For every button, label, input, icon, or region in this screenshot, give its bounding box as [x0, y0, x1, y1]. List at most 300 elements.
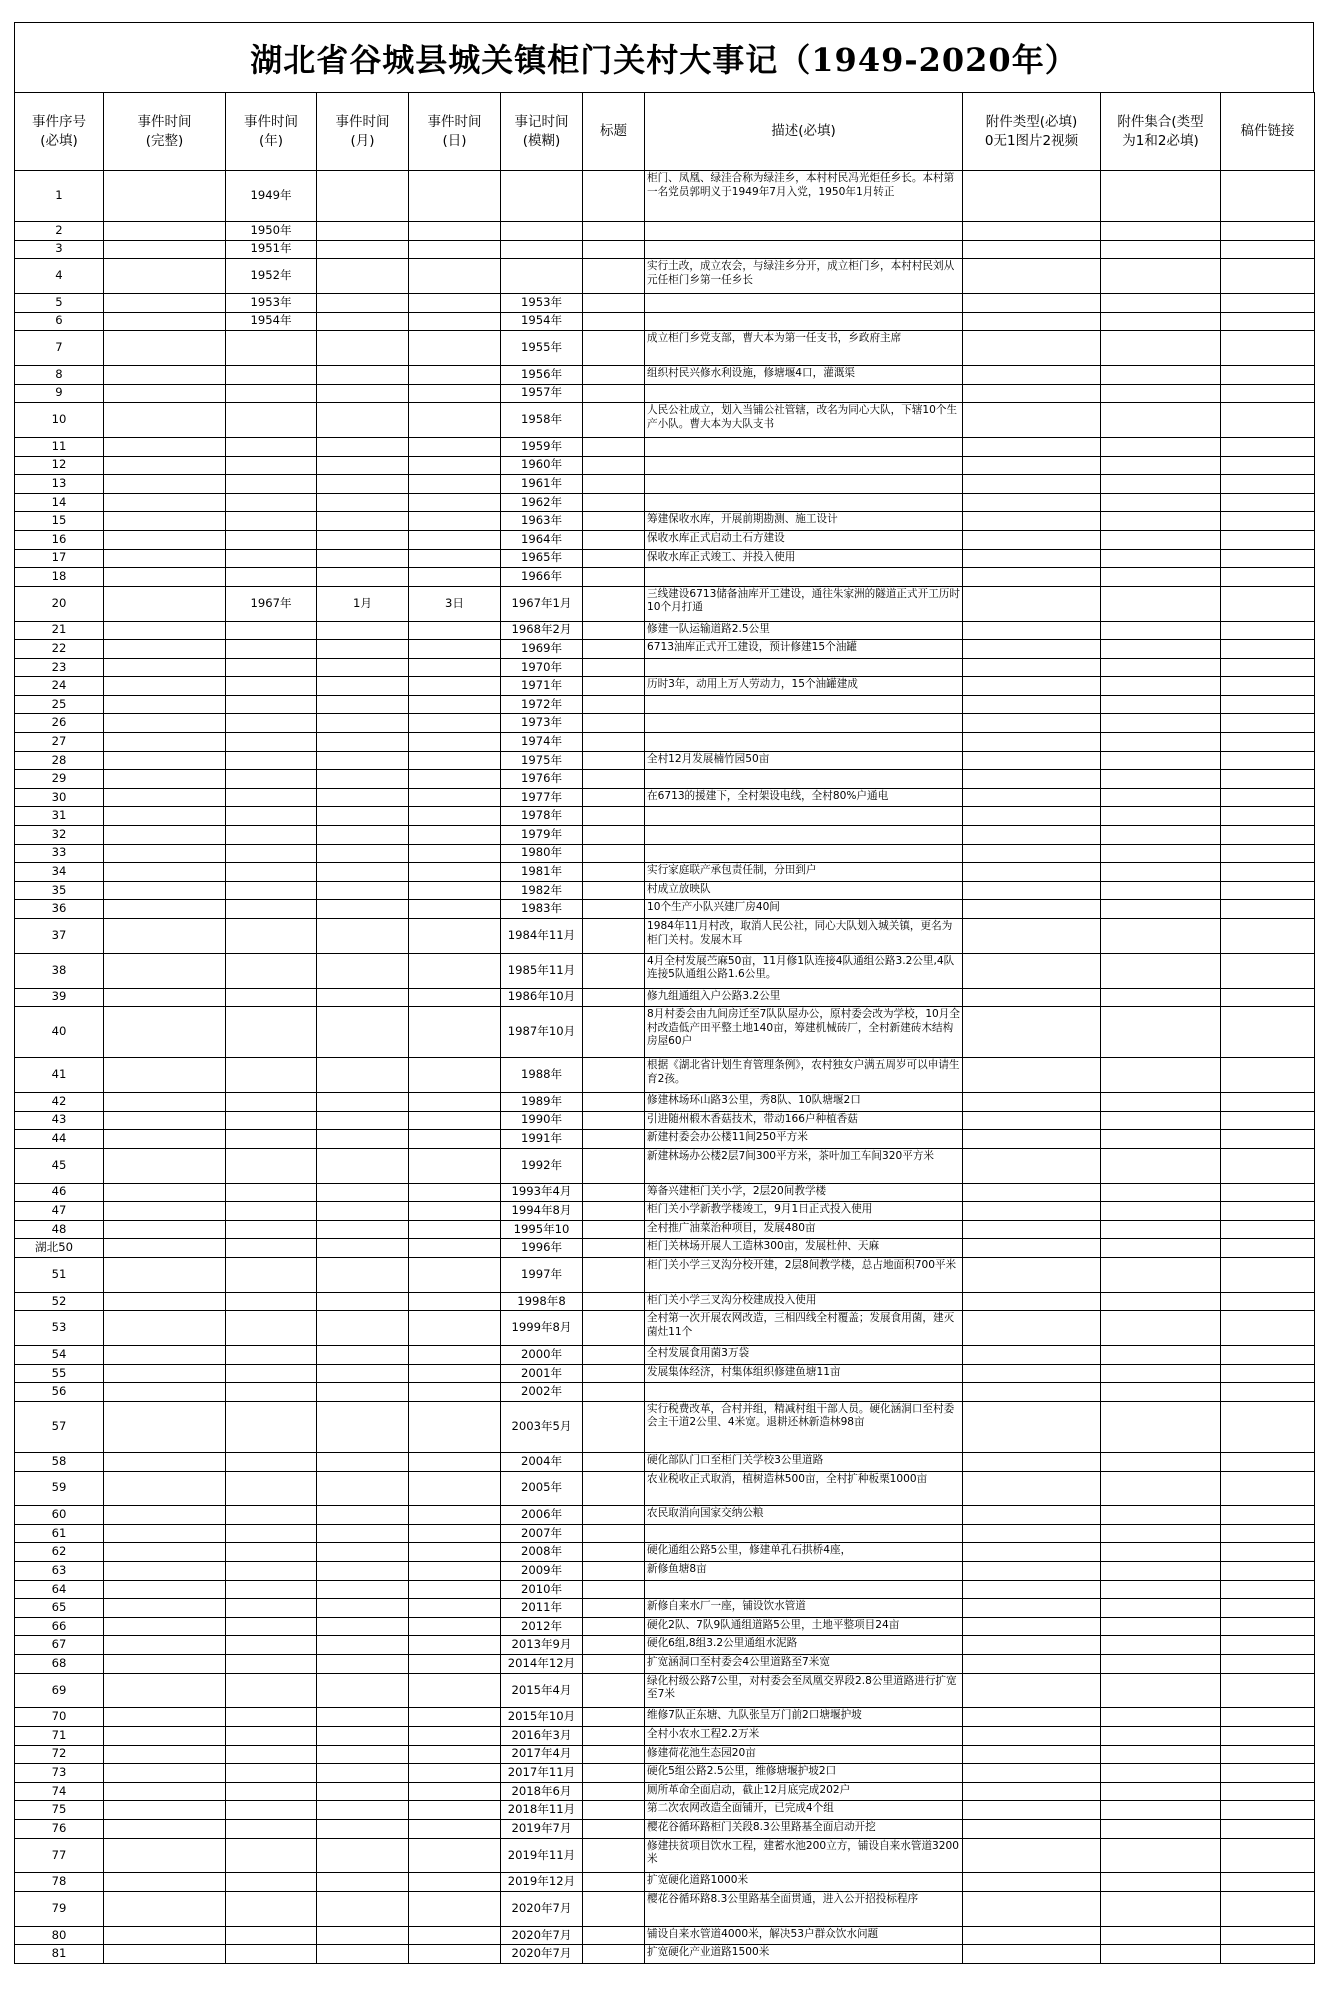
- cell-attachment-set[interactable]: [1101, 1673, 1221, 1708]
- cell-month[interactable]: [317, 1383, 409, 1402]
- cell-description[interactable]: [645, 770, 963, 789]
- cell-article-link[interactable]: [1221, 1183, 1315, 1202]
- cell-day[interactable]: [409, 456, 501, 475]
- cell-title[interactable]: [583, 1452, 645, 1471]
- cell-year[interactable]: [226, 770, 317, 789]
- cell-year[interactable]: [226, 881, 317, 900]
- cell-description[interactable]: [645, 1383, 963, 1402]
- cell-attachment-set[interactable]: [1101, 475, 1221, 494]
- cell-description[interactable]: 发展集体经济，村集体组织修建鱼塘11亩: [645, 1364, 963, 1383]
- cell-seq[interactable]: 3: [15, 240, 104, 259]
- cell-day[interactable]: [409, 733, 501, 752]
- cell-article-link[interactable]: [1221, 1506, 1315, 1525]
- header-time-full[interactable]: 事件时间 (完整): [104, 93, 226, 171]
- cell-attachment-set[interactable]: [1101, 512, 1221, 531]
- cell-seq[interactable]: 62: [15, 1543, 104, 1562]
- cell-seq[interactable]: 13: [15, 475, 104, 494]
- cell-year[interactable]: [226, 475, 317, 494]
- cell-seq[interactable]: 43: [15, 1111, 104, 1130]
- cell-title[interactable]: [583, 456, 645, 475]
- cell-year[interactable]: [226, 807, 317, 826]
- cell-seq[interactable]: 52: [15, 1292, 104, 1311]
- cell-year[interactable]: [226, 1257, 317, 1292]
- cell-attachment-set[interactable]: [1101, 530, 1221, 549]
- cell-seq[interactable]: 75: [15, 1801, 104, 1820]
- cell-attachment-type[interactable]: [963, 1130, 1101, 1149]
- cell-year[interactable]: [226, 1945, 317, 1964]
- cell-title[interactable]: [583, 863, 645, 882]
- cell-year[interactable]: [226, 1007, 317, 1058]
- cell-attachment-type[interactable]: [963, 1873, 1101, 1892]
- cell-day[interactable]: 3日: [409, 586, 501, 621]
- cell-title[interactable]: [583, 621, 645, 640]
- cell-time-full[interactable]: [104, 1148, 226, 1183]
- cell-time-full[interactable]: [104, 1655, 226, 1674]
- cell-attachment-set[interactable]: [1101, 259, 1221, 294]
- cell-fuzzy-time[interactable]: 2015年10月: [501, 1708, 583, 1727]
- cell-description[interactable]: [645, 222, 963, 241]
- cell-fuzzy-time[interactable]: 2001年: [501, 1364, 583, 1383]
- cell-fuzzy-time[interactable]: 1956年: [501, 365, 583, 384]
- cell-article-link[interactable]: [1221, 640, 1315, 659]
- cell-seq[interactable]: 74: [15, 1782, 104, 1801]
- cell-article-link[interactable]: [1221, 1727, 1315, 1746]
- cell-title[interactable]: [583, 1111, 645, 1130]
- cell-month[interactable]: [317, 988, 409, 1007]
- cell-article-link[interactable]: [1221, 1364, 1315, 1383]
- cell-time-full[interactable]: [104, 512, 226, 531]
- cell-description[interactable]: 村成立放映队: [645, 881, 963, 900]
- cell-attachment-type[interactable]: [963, 331, 1101, 366]
- cell-attachment-set[interactable]: [1101, 1945, 1221, 1964]
- cell-day[interactable]: [409, 1820, 501, 1839]
- cell-description[interactable]: [645, 658, 963, 677]
- cell-seq[interactable]: 35: [15, 881, 104, 900]
- cell-description[interactable]: [645, 1580, 963, 1599]
- cell-attachment-set[interactable]: [1101, 1636, 1221, 1655]
- cell-title[interactable]: [583, 403, 645, 438]
- cell-time-full[interactable]: [104, 1838, 226, 1873]
- cell-title[interactable]: [583, 1364, 645, 1383]
- cell-article-link[interactable]: [1221, 437, 1315, 456]
- cell-month[interactable]: [317, 1782, 409, 1801]
- cell-month[interactable]: [317, 1543, 409, 1562]
- cell-fuzzy-time[interactable]: 2003年5月: [501, 1401, 583, 1452]
- cell-month[interactable]: [317, 658, 409, 677]
- cell-year[interactable]: [226, 1708, 317, 1727]
- cell-fuzzy-time[interactable]: 2004年: [501, 1452, 583, 1471]
- cell-day[interactable]: [409, 770, 501, 789]
- cell-description[interactable]: 人民公社成立，划入当铺公社管辖，改名为同心大队，下辖10个生产小队。曹大本为大队支书: [645, 403, 963, 438]
- cell-article-link[interactable]: [1221, 1873, 1315, 1892]
- cell-attachment-set[interactable]: [1101, 1311, 1221, 1346]
- cell-year[interactable]: [226, 1364, 317, 1383]
- cell-year[interactable]: [226, 1239, 317, 1258]
- cell-seq[interactable]: 4: [15, 259, 104, 294]
- cell-fuzzy-time[interactable]: 2016年3月: [501, 1727, 583, 1746]
- cell-year[interactable]: [226, 1926, 317, 1945]
- cell-title[interactable]: [583, 1673, 645, 1708]
- cell-time-full[interactable]: [104, 844, 226, 863]
- cell-time-full[interactable]: [104, 1364, 226, 1383]
- cell-month[interactable]: [317, 1401, 409, 1452]
- cell-seq[interactable]: 44: [15, 1130, 104, 1149]
- cell-article-link[interactable]: [1221, 733, 1315, 752]
- cell-month[interactable]: [317, 1873, 409, 1892]
- cell-attachment-set[interactable]: [1101, 312, 1221, 331]
- cell-attachment-set[interactable]: [1101, 365, 1221, 384]
- cell-attachment-set[interactable]: [1101, 568, 1221, 587]
- cell-attachment-type[interactable]: [963, 1708, 1101, 1727]
- cell-attachment-type[interactable]: [963, 222, 1101, 241]
- cell-month[interactable]: [317, 844, 409, 863]
- cell-fuzzy-time[interactable]: 1963年: [501, 512, 583, 531]
- cell-day[interactable]: [409, 1202, 501, 1221]
- cell-attachment-set[interactable]: [1101, 714, 1221, 733]
- cell-month[interactable]: [317, 1926, 409, 1945]
- cell-time-full[interactable]: [104, 365, 226, 384]
- cell-time-full[interactable]: [104, 293, 226, 312]
- cell-time-full[interactable]: [104, 1562, 226, 1581]
- cell-title[interactable]: [583, 714, 645, 733]
- cell-month[interactable]: [317, 1764, 409, 1783]
- cell-title[interactable]: [583, 658, 645, 677]
- cell-description[interactable]: 修建荷花池生态园20亩: [645, 1745, 963, 1764]
- cell-attachment-type[interactable]: [963, 1891, 1101, 1926]
- cell-attachment-set[interactable]: [1101, 751, 1221, 770]
- cell-attachment-set[interactable]: [1101, 403, 1221, 438]
- cell-attachment-type[interactable]: [963, 365, 1101, 384]
- cell-description[interactable]: 扩宽涵洞口至村委会4公里道路至7米宽: [645, 1655, 963, 1674]
- cell-seq[interactable]: 73: [15, 1764, 104, 1783]
- cell-description[interactable]: 硬化通组公路5公里，修建单孔石拱桥4座，: [645, 1543, 963, 1562]
- cell-attachment-set[interactable]: [1101, 677, 1221, 696]
- cell-article-link[interactable]: [1221, 586, 1315, 621]
- cell-fuzzy-time[interactable]: 2009年: [501, 1562, 583, 1581]
- cell-month[interactable]: [317, 1346, 409, 1365]
- cell-year[interactable]: [226, 1506, 317, 1525]
- cell-attachment-set[interactable]: [1101, 1801, 1221, 1820]
- cell-month[interactable]: [317, 456, 409, 475]
- cell-time-full[interactable]: [104, 1007, 226, 1058]
- cell-article-link[interactable]: [1221, 1257, 1315, 1292]
- cell-year[interactable]: [226, 1891, 317, 1926]
- cell-attachment-type[interactable]: [963, 384, 1101, 403]
- cell-title[interactable]: [583, 1239, 645, 1258]
- cell-day[interactable]: [409, 988, 501, 1007]
- cell-day[interactable]: [409, 512, 501, 531]
- cell-year[interactable]: 1954年: [226, 312, 317, 331]
- cell-time-full[interactable]: [104, 1220, 226, 1239]
- cell-title[interactable]: [583, 1092, 645, 1111]
- cell-description[interactable]: 实行家庭联产承包责任制，分田到户: [645, 863, 963, 882]
- cell-title[interactable]: [583, 1926, 645, 1945]
- cell-month[interactable]: [317, 1364, 409, 1383]
- cell-fuzzy-time[interactable]: [501, 259, 583, 294]
- cell-seq[interactable]: 51: [15, 1257, 104, 1292]
- cell-attachment-set[interactable]: [1101, 1745, 1221, 1764]
- cell-year[interactable]: 1951年: [226, 240, 317, 259]
- cell-title[interactable]: [583, 881, 645, 900]
- cell-attachment-set[interactable]: [1101, 1617, 1221, 1636]
- cell-article-link[interactable]: [1221, 1471, 1315, 1506]
- cell-title[interactable]: [583, 259, 645, 294]
- cell-month[interactable]: [317, 1471, 409, 1506]
- cell-day[interactable]: [409, 1058, 501, 1093]
- cell-year[interactable]: 1952年: [226, 259, 317, 294]
- cell-month[interactable]: [317, 365, 409, 384]
- cell-attachment-type[interactable]: [963, 1727, 1101, 1746]
- cell-seq[interactable]: 59: [15, 1471, 104, 1506]
- cell-day[interactable]: [409, 222, 501, 241]
- cell-attachment-type[interactable]: [963, 1292, 1101, 1311]
- cell-attachment-set[interactable]: [1101, 826, 1221, 845]
- cell-description[interactable]: 农业税收正式取消，植树造林500亩，全村扩种板栗1000亩: [645, 1471, 963, 1506]
- cell-fuzzy-time[interactable]: 2019年11月: [501, 1838, 583, 1873]
- cell-article-link[interactable]: [1221, 714, 1315, 733]
- cell-attachment-set[interactable]: [1101, 1383, 1221, 1402]
- cell-title[interactable]: [583, 240, 645, 259]
- cell-time-full[interactable]: [104, 953, 226, 988]
- cell-seq[interactable]: 61: [15, 1524, 104, 1543]
- cell-title[interactable]: [583, 1311, 645, 1346]
- cell-month[interactable]: [317, 640, 409, 659]
- cell-description[interactable]: 修建一队运输道路2.5公里: [645, 621, 963, 640]
- cell-seq[interactable]: 18: [15, 568, 104, 587]
- cell-seq[interactable]: 72: [15, 1745, 104, 1764]
- cell-article-link[interactable]: [1221, 1562, 1315, 1581]
- cell-description[interactable]: 樱花谷循环路8.3公里路基全面贯通，进入公开招投标程序: [645, 1891, 963, 1926]
- cell-attachment-type[interactable]: [963, 1111, 1101, 1130]
- cell-day[interactable]: [409, 1383, 501, 1402]
- cell-attachment-type[interactable]: [963, 1148, 1101, 1183]
- cell-day[interactable]: [409, 953, 501, 988]
- cell-attachment-type[interactable]: [963, 312, 1101, 331]
- cell-seq[interactable]: 55: [15, 1364, 104, 1383]
- cell-seq[interactable]: 41: [15, 1058, 104, 1093]
- cell-time-full[interactable]: [104, 549, 226, 568]
- cell-fuzzy-time[interactable]: 2006年: [501, 1506, 583, 1525]
- cell-title[interactable]: [583, 807, 645, 826]
- cell-attachment-set[interactable]: [1101, 695, 1221, 714]
- cell-attachment-type[interactable]: [963, 658, 1101, 677]
- cell-article-link[interactable]: [1221, 312, 1315, 331]
- cell-article-link[interactable]: [1221, 621, 1315, 640]
- cell-month[interactable]: [317, 677, 409, 696]
- cell-title[interactable]: [583, 900, 645, 919]
- cell-description[interactable]: 硬化5组公路2.5公里，维修塘堰护坡2口: [645, 1764, 963, 1783]
- cell-fuzzy-time[interactable]: 2019年12月: [501, 1873, 583, 1892]
- cell-attachment-set[interactable]: [1101, 493, 1221, 512]
- cell-seq[interactable]: 24: [15, 677, 104, 696]
- cell-time-full[interactable]: [104, 695, 226, 714]
- cell-attachment-set[interactable]: [1101, 1562, 1221, 1581]
- cell-description[interactable]: 厕所革命全面启动，截止12月底完成202户: [645, 1782, 963, 1801]
- cell-time-full[interactable]: [104, 881, 226, 900]
- cell-attachment-set[interactable]: [1101, 1058, 1221, 1093]
- cell-year[interactable]: [226, 1471, 317, 1506]
- cell-title[interactable]: [583, 788, 645, 807]
- cell-year[interactable]: [226, 1782, 317, 1801]
- cell-day[interactable]: [409, 807, 501, 826]
- cell-description[interactable]: 保收水库正式启动土石方建设: [645, 530, 963, 549]
- cell-seq[interactable]: 25: [15, 695, 104, 714]
- cell-fuzzy-time[interactable]: 1981年: [501, 863, 583, 882]
- cell-seq[interactable]: 15: [15, 512, 104, 531]
- cell-month[interactable]: [317, 222, 409, 241]
- cell-article-link[interactable]: [1221, 953, 1315, 988]
- cell-fuzzy-time[interactable]: [501, 222, 583, 241]
- cell-year[interactable]: [226, 1202, 317, 1221]
- cell-year[interactable]: [226, 1580, 317, 1599]
- cell-attachment-set[interactable]: [1101, 881, 1221, 900]
- cell-time-full[interactable]: [104, 1452, 226, 1471]
- cell-attachment-type[interactable]: [963, 826, 1101, 845]
- cell-time-full[interactable]: [104, 1599, 226, 1618]
- cell-day[interactable]: [409, 1346, 501, 1365]
- cell-year[interactable]: [226, 493, 317, 512]
- cell-time-full[interactable]: [104, 1183, 226, 1202]
- cell-seq[interactable]: 6: [15, 312, 104, 331]
- cell-article-link[interactable]: [1221, 1708, 1315, 1727]
- cell-month[interactable]: [317, 788, 409, 807]
- cell-fuzzy-time[interactable]: 1962年: [501, 493, 583, 512]
- cell-month[interactable]: [317, 403, 409, 438]
- cell-attachment-set[interactable]: [1101, 953, 1221, 988]
- cell-year[interactable]: 1953年: [226, 293, 317, 312]
- cell-fuzzy-time[interactable]: 1966年: [501, 568, 583, 587]
- cell-attachment-type[interactable]: [963, 1058, 1101, 1093]
- cell-description[interactable]: 硬化6组,8组3.2公里通组水泥路: [645, 1636, 963, 1655]
- cell-seq[interactable]: 64: [15, 1580, 104, 1599]
- cell-year[interactable]: [226, 1292, 317, 1311]
- cell-article-link[interactable]: [1221, 1764, 1315, 1783]
- cell-day[interactable]: [409, 900, 501, 919]
- cell-attachment-set[interactable]: [1101, 1708, 1221, 1727]
- cell-description[interactable]: [645, 293, 963, 312]
- cell-title[interactable]: [583, 1873, 645, 1892]
- cell-title[interactable]: [583, 384, 645, 403]
- cell-day[interactable]: [409, 640, 501, 659]
- cell-article-link[interactable]: [1221, 1599, 1315, 1618]
- cell-fuzzy-time[interactable]: 1998年8: [501, 1292, 583, 1311]
- cell-attachment-type[interactable]: [963, 1745, 1101, 1764]
- cell-article-link[interactable]: [1221, 788, 1315, 807]
- cell-month[interactable]: [317, 733, 409, 752]
- cell-title[interactable]: [583, 826, 645, 845]
- cell-attachment-type[interactable]: [963, 714, 1101, 733]
- cell-attachment-type[interactable]: [963, 1506, 1101, 1525]
- cell-attachment-type[interactable]: [963, 1346, 1101, 1365]
- cell-attachment-type[interactable]: [963, 512, 1101, 531]
- cell-attachment-type[interactable]: [963, 1239, 1101, 1258]
- cell-description[interactable]: 保收水库正式竣工、并投入使用: [645, 549, 963, 568]
- cell-attachment-type[interactable]: [963, 568, 1101, 587]
- cell-time-full[interactable]: [104, 222, 226, 241]
- cell-time-full[interactable]: [104, 475, 226, 494]
- cell-year[interactable]: [226, 1148, 317, 1183]
- cell-month[interactable]: [317, 1524, 409, 1543]
- cell-attachment-type[interactable]: [963, 1782, 1101, 1801]
- cell-day[interactable]: [409, 1524, 501, 1543]
- cell-time-full[interactable]: [104, 807, 226, 826]
- cell-month[interactable]: [317, 1239, 409, 1258]
- cell-year[interactable]: [226, 714, 317, 733]
- cell-attachment-type[interactable]: [963, 881, 1101, 900]
- cell-title[interactable]: [583, 1292, 645, 1311]
- cell-month[interactable]: [317, 1183, 409, 1202]
- cell-fuzzy-time[interactable]: 1995年10: [501, 1220, 583, 1239]
- cell-article-link[interactable]: [1221, 1292, 1315, 1311]
- cell-attachment-set[interactable]: [1101, 788, 1221, 807]
- cell-time-full[interactable]: [104, 1673, 226, 1708]
- cell-attachment-type[interactable]: [963, 240, 1101, 259]
- cell-attachment-set[interactable]: [1101, 863, 1221, 882]
- cell-article-link[interactable]: [1221, 807, 1315, 826]
- cell-title[interactable]: [583, 1524, 645, 1543]
- cell-day[interactable]: [409, 384, 501, 403]
- cell-title[interactable]: [583, 1148, 645, 1183]
- cell-title[interactable]: [583, 568, 645, 587]
- cell-description[interactable]: [645, 493, 963, 512]
- cell-fuzzy-time[interactable]: 1989年: [501, 1092, 583, 1111]
- cell-fuzzy-time[interactable]: 1986年10月: [501, 988, 583, 1007]
- cell-attachment-set[interactable]: [1101, 658, 1221, 677]
- cell-day[interactable]: [409, 293, 501, 312]
- cell-day[interactable]: [409, 1311, 501, 1346]
- cell-fuzzy-time[interactable]: 2000年: [501, 1346, 583, 1365]
- cell-year[interactable]: [226, 1745, 317, 1764]
- cell-attachment-type[interactable]: [963, 1311, 1101, 1346]
- cell-fuzzy-time[interactable]: 1955年: [501, 331, 583, 366]
- cell-month[interactable]: [317, 1617, 409, 1636]
- cell-article-link[interactable]: [1221, 1636, 1315, 1655]
- cell-year[interactable]: [226, 1562, 317, 1581]
- cell-month[interactable]: [317, 1292, 409, 1311]
- cell-time-full[interactable]: [104, 403, 226, 438]
- cell-month[interactable]: [317, 1220, 409, 1239]
- cell-day[interactable]: [409, 1745, 501, 1764]
- cell-description[interactable]: 组织村民兴修水利设施，修塘堰4口，灌溉渠: [645, 365, 963, 384]
- cell-fuzzy-time[interactable]: 2020年7月: [501, 1945, 583, 1964]
- cell-attachment-type[interactable]: [963, 586, 1101, 621]
- cell-attachment-set[interactable]: [1101, 1873, 1221, 1892]
- cell-article-link[interactable]: [1221, 1452, 1315, 1471]
- cell-article-link[interactable]: [1221, 475, 1315, 494]
- cell-attachment-set[interactable]: [1101, 240, 1221, 259]
- cell-time-full[interactable]: [104, 493, 226, 512]
- cell-seq[interactable]: 34: [15, 863, 104, 882]
- cell-time-full[interactable]: [104, 1058, 226, 1093]
- cell-description[interactable]: 在6713的援建下，全村架设电线，全村80%户通电: [645, 788, 963, 807]
- cell-title[interactable]: [583, 1727, 645, 1746]
- cell-time-full[interactable]: [104, 988, 226, 1007]
- cell-article-link[interactable]: [1221, 259, 1315, 294]
- cell-title[interactable]: [583, 331, 645, 366]
- cell-description[interactable]: 全村第一次开展农网改造，三相四线全村覆盖；发展食用菌，建灭菌灶11个: [645, 1311, 963, 1346]
- cell-seq[interactable]: 47: [15, 1202, 104, 1221]
- cell-fuzzy-time[interactable]: 2010年: [501, 1580, 583, 1599]
- cell-time-full[interactable]: [104, 1727, 226, 1746]
- cell-description[interactable]: [645, 568, 963, 587]
- cell-attachment-set[interactable]: [1101, 1346, 1221, 1365]
- cell-fuzzy-time[interactable]: 2002年: [501, 1383, 583, 1402]
- cell-fuzzy-time[interactable]: 2011年: [501, 1599, 583, 1618]
- cell-description[interactable]: 8月村委会由九间房迁至7队队屋办公，原村委会改为学校，10月全村改造低产田平整土地140亩，筹建机械砖厂，全村新建砖木结构房屋60户: [645, 1007, 963, 1058]
- cell-article-link[interactable]: [1221, 365, 1315, 384]
- cell-seq[interactable]: 30: [15, 788, 104, 807]
- cell-seq[interactable]: 66: [15, 1617, 104, 1636]
